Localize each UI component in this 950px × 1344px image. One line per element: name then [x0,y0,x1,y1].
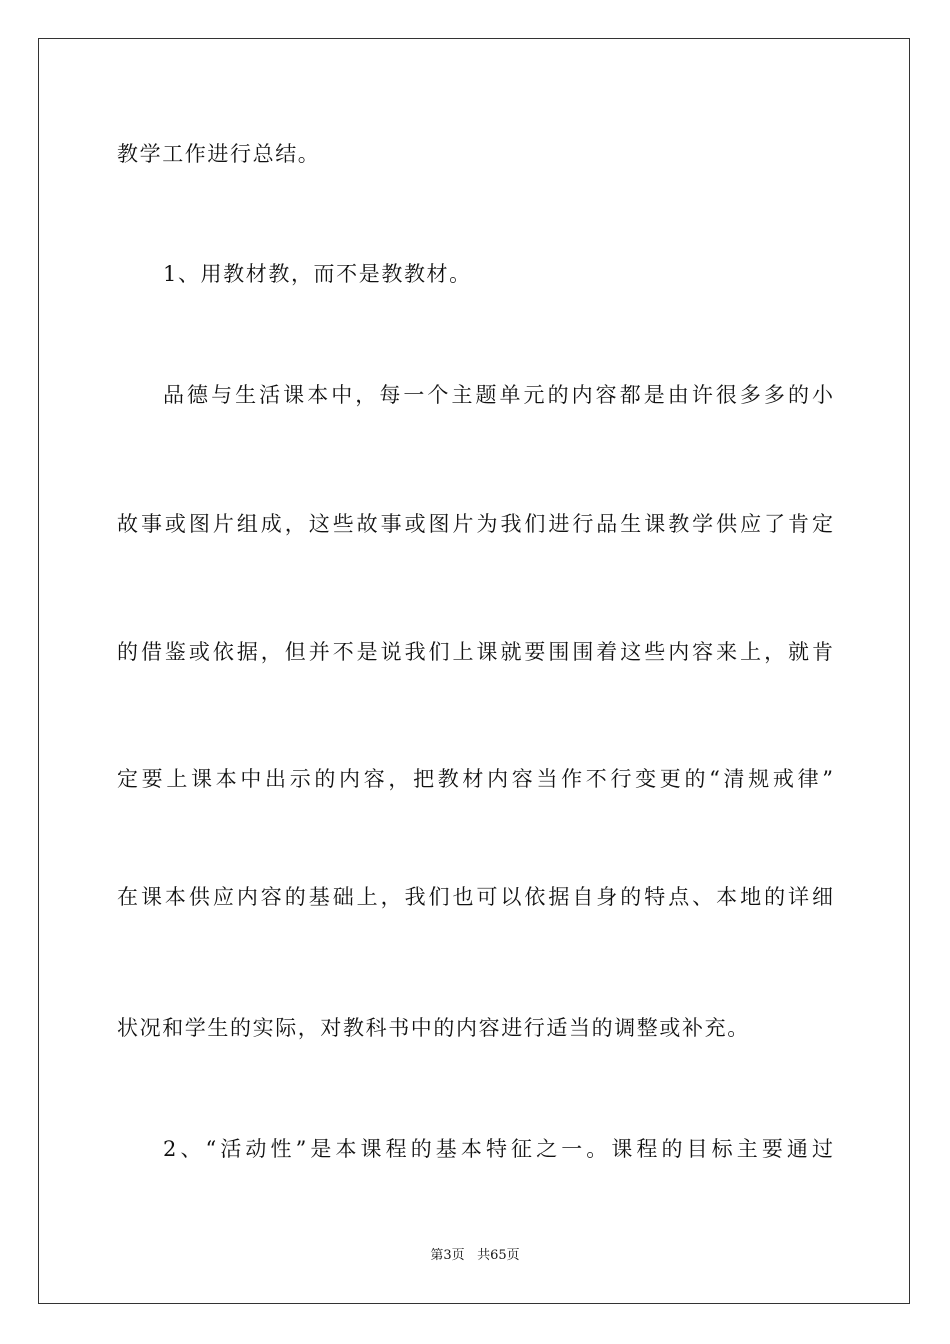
text-line-7: 在课本供应内容的基础上，我们也可以依据自身的特点、本地的详细 [117,885,833,909]
text-line-8: 状况和学生的实际，对教科书中的内容进行适当的调整或补充。 [117,1016,750,1040]
text-line-3: 品德与生活课本中，每一个主题单元的内容都是由许很多多的小 [163,383,833,407]
text-line-1: 教学工作进行总结。 [117,142,321,166]
page-total: 共65页 [477,1248,520,1263]
text-line-9: 2、“活动性”是本课程的基本特征之一。课程的目标主要通过 [163,1137,833,1161]
text-line-5: 的借鉴或依据，但并不是说我们上课就要围围着这些内容来上，就肯 [117,640,833,664]
text-line-6: 定要上课本中出示的内容，把教材内容当作不行变更的“清规戒律” [117,767,833,791]
text-line-2: 1、用教材教，而不是教教材。 [163,262,472,286]
page-number: 第3页 [430,1248,465,1263]
text-line-4: 故事或图片组成，这些故事或图片为我们进行品生课教学供应了肯定 [117,512,833,536]
page-footer [0,1247,950,1265]
page-frame [38,38,910,1304]
